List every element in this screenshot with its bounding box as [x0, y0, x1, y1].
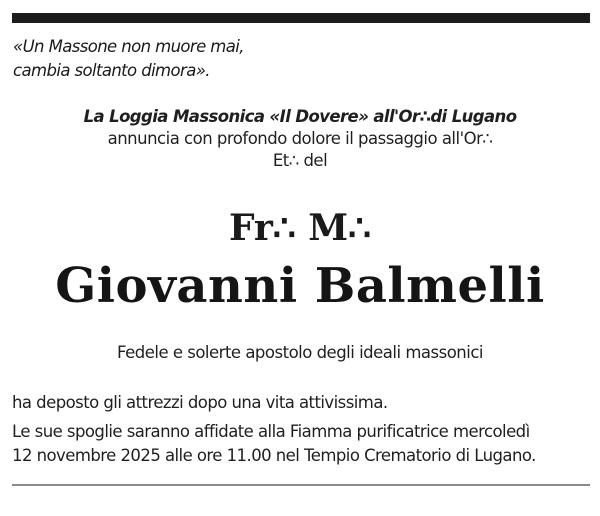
bottom-divider [12, 484, 590, 486]
body-line-2: Le sue spoglie saranno affidate alla Fiamma purificatrice mercoledì [12, 422, 530, 441]
quote-line-2: cambia soltanto dimora». [13, 61, 210, 80]
deceased-name: Giovanni Balmelli [55, 258, 545, 314]
body-line-3: 12 novembre 2025 alle ore 11.00 nel Tempio Crematorio di Lugano. [12, 446, 536, 465]
body-line-1: ha deposto gli attrezzi dopo una vita attivissima. [12, 393, 388, 412]
quote-line-1: «Un Massone non muore mai, [13, 37, 244, 56]
opening-quote [13, 35, 244, 83]
announcement-line-3: Et∴ del [272, 151, 328, 170]
lodge-line: La Loggia Massonica «Il Dovere» all'Or∴di Lugano [83, 107, 517, 126]
body-text [12, 391, 536, 468]
deceased-title-prefix: Fr∴ M∴ [228, 207, 372, 249]
tagline: Fedele e solerte apostolo degli ideali massonici [117, 343, 483, 362]
announcement [0, 106, 600, 172]
top-border-bar [12, 13, 590, 23]
announcement-line-2: annuncia con profondo dolore il passaggio all'Or∴ [107, 129, 493, 148]
